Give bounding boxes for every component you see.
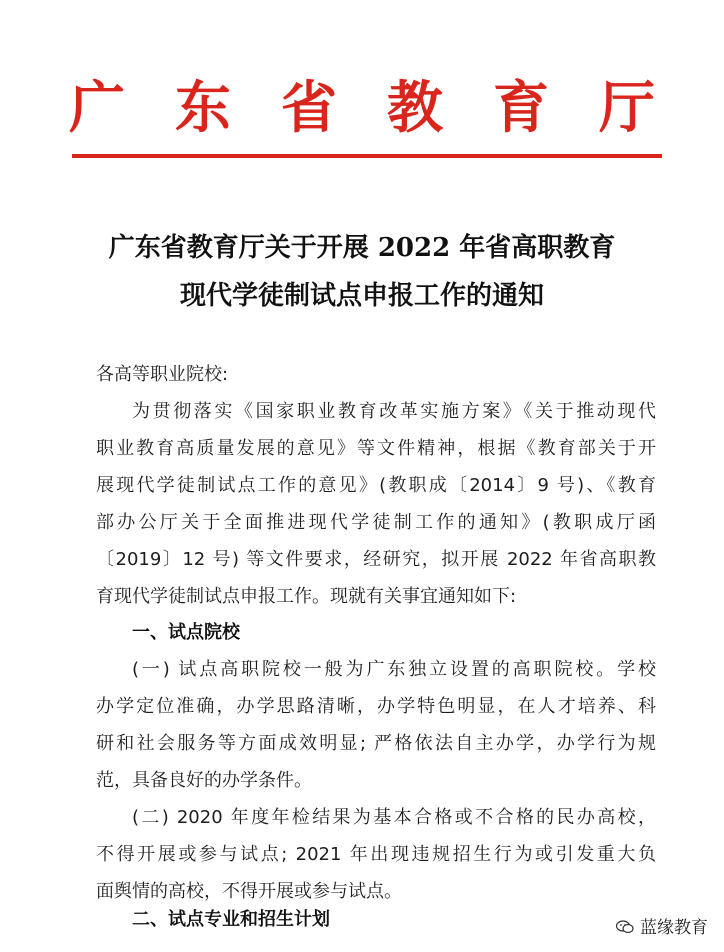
intro-line: 〔2019〕12 号) 等文件要求，经研究，拟开展 2022 年省高职教 — [96, 549, 656, 570]
section1-para2-line: (二) 2020 年度年检结果为基本合格或不合格的民办高校， — [132, 807, 656, 828]
section-heading-1: 一、试点院校 — [132, 622, 240, 643]
intro-line: 部办公厅关于全面推进现代学徒制工作的通知》(教职成厅函 — [96, 512, 656, 533]
section1-para2-line: 不得开展或参与试点; 2021 年出现违规招生行为或引发重大负 — [96, 844, 656, 865]
intro-line: 展现代学徒制试点工作的意见》(教职成〔2014〕9 号)、《教育 — [96, 475, 656, 496]
letterhead-char: 广 — [69, 75, 125, 141]
letterhead-char: 育 — [493, 75, 549, 141]
letterhead-char: 省 — [281, 75, 337, 141]
letterhead-char: 东 — [175, 75, 231, 141]
intro-line: 育现代学徒制试点申报工作。现就有关事宜通知如下: — [96, 586, 517, 607]
section1-para1-line: 研和社会服务等方面成效明显; 严格依法自主办学，办学行为规 — [96, 733, 656, 754]
watermark-text: 蓝缘教育 — [640, 918, 708, 938]
letterhead-char: 教 — [387, 75, 443, 141]
document-title-line-1: 广东省教育厅关于开展 2022 年省高职教育 — [108, 233, 616, 263]
section1-para2-line: 面舆情的高校，不得开展或参与试点。 — [96, 881, 402, 902]
section1-para1-line: 范，具备良好的办学条件。 — [96, 770, 312, 791]
wechat-icon — [616, 919, 634, 933]
letterhead-char: 厅 — [599, 75, 655, 141]
section1-para1-line: 办学定位准确，办学思路清晰，办学特色明显，在人才培养、科 — [96, 696, 656, 717]
section1-para1-line: (一) 试点高职院校一般为广东独立设置的高职院校。学校 — [132, 659, 656, 680]
section-heading-2: 二、试点专业和招生计划 — [132, 909, 330, 930]
letterhead-title — [0, 74, 724, 142]
intro-line: 为贯彻落实《国家职业教育改革实施方案》《关于推动现代 — [132, 401, 656, 422]
letterhead-divider — [72, 154, 662, 158]
document-title-line-2: 现代学徒制试点申报工作的通知 — [179, 281, 544, 311]
intro-line: 职业教育高质量发展的意见》等文件精神，根据《教育部关于开 — [96, 438, 656, 459]
salutation: 各高等职业院校: — [96, 364, 229, 385]
watermark — [616, 913, 708, 938]
